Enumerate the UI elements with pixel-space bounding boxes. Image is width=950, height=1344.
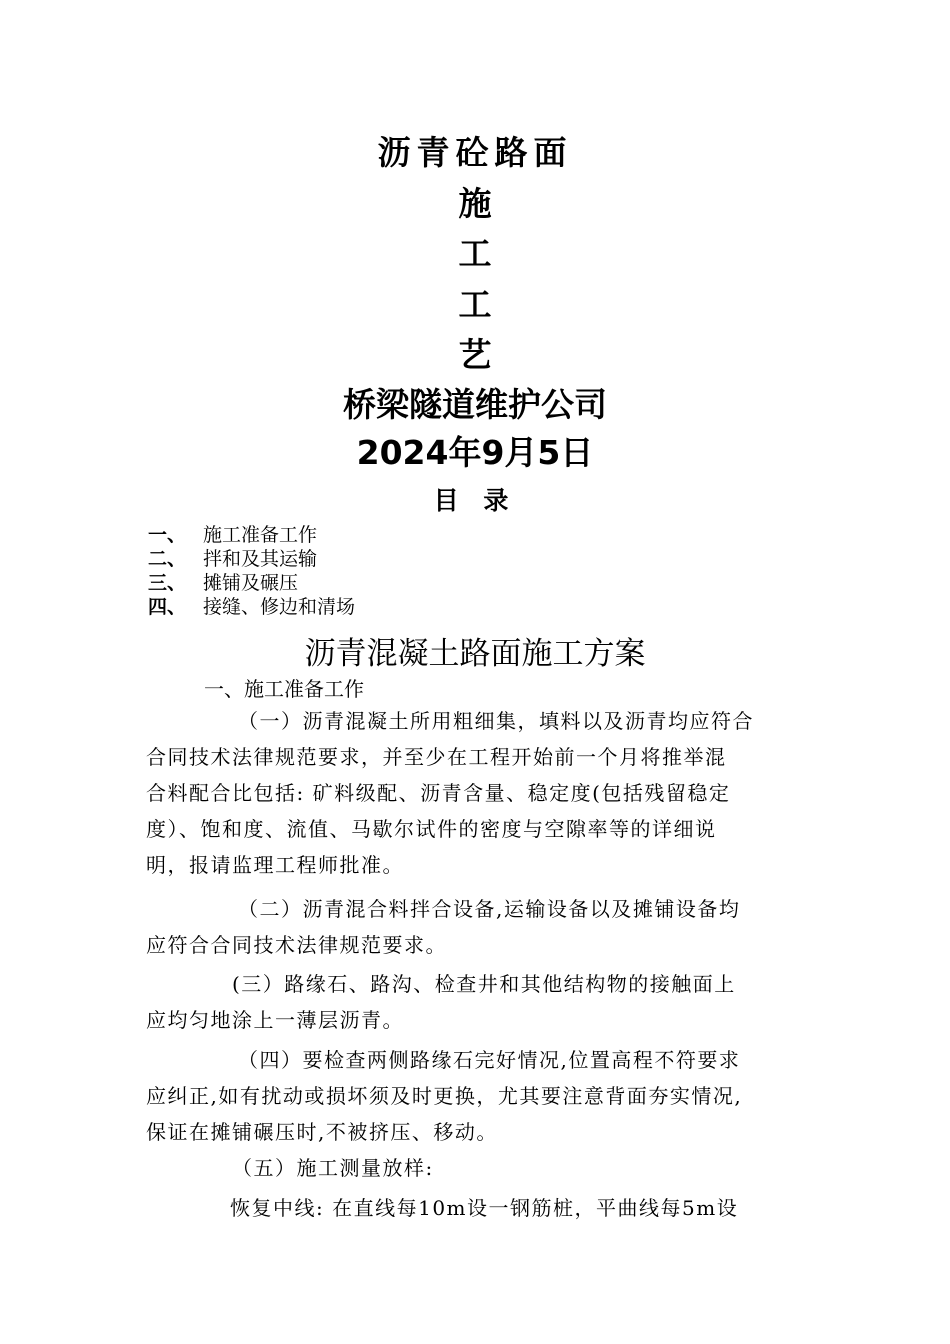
paragraph-line: （二）沥青混合料拌合设备,运输设备以及摊铺设备均 [238,897,741,921]
toc-heading: 目 录 [433,486,517,515]
cover-title-vertical-char: 施 [458,184,492,223]
paragraph-line: 恢复中线: 在直线每10m设一钢筋桩，平曲线每5m设 [230,1196,739,1220]
toc-item [148,523,355,547]
paragraph-line: （一）沥青混凝土所用粗细集，填料以及沥青均应符合 [238,709,754,733]
toc-item [148,547,355,571]
toc-item-label: 施工准备工作 [203,524,318,546]
section-heading: 一、施工准备工作 [204,677,364,701]
toc-item-number: 一、 [148,524,187,546]
toc-item [148,595,355,619]
paragraph [146,703,816,883]
toc-item-label: 拌和及其运输 [203,548,318,570]
paragraph-line: 应纠正,如有扰动或损坏须及时更换，尤其要注意背面夯实情况, [146,1084,743,1108]
toc-item-number: 四、 [148,596,187,618]
table-of-contents [148,523,355,619]
cover-title-vertical-char: 工 [458,234,492,273]
paragraph [146,891,816,963]
paragraph-line: 应均匀地涂上一薄层沥青。 [146,1008,404,1032]
paragraph-line: （四）要检查两侧路缘石完好情况,位置高程不符要求 [238,1048,741,1072]
cover-title: 沥青砼路面 [377,133,573,172]
toc-item-number: 二、 [148,548,187,570]
paragraph [146,1042,816,1150]
toc-item [148,571,355,595]
paragraph [146,966,816,1038]
cover-title-vertical-char: 工 [458,285,492,324]
paragraph-line: (三）路缘石、路沟、检查井和其他结构物的接触面上 [232,972,736,996]
toc-item-number: 三、 [148,572,187,594]
paragraph-line: 明，报请监理工程师批准。 [146,853,404,877]
toc-item-label: 摊铺及碾压 [203,572,299,594]
document-title: 沥青混凝土路面施工方案 [304,636,646,672]
paragraph [146,1150,816,1186]
paragraph-line: 度）、饱和度、流值、马歇尔试件的密度与空隙率等的详细说 [146,817,717,841]
paragraph-line: 合料配合比包括: 矿料级配、沥青含量、稳定度(包括残留稳定 [146,781,731,805]
company-name: 桥梁隧道维护公司 [343,385,607,424]
paragraph [146,1190,816,1226]
cover-title-vertical-char: 艺 [458,335,492,374]
paragraph-line: （五）施工测量放样: [232,1156,434,1180]
toc-item-label: 接缝、修边和清场 [203,596,356,618]
paragraph-line: 合同技术法律规范要求，并至少在工程开始前一个月将推举混 [146,745,727,769]
document-date: 2024年9月5日 [356,433,594,472]
paragraph-line: 应符合合同技术法律规范要求。 [146,933,447,957]
paragraph-line: 保证在摊铺碾压时,不被挤压、移动。 [146,1120,498,1144]
